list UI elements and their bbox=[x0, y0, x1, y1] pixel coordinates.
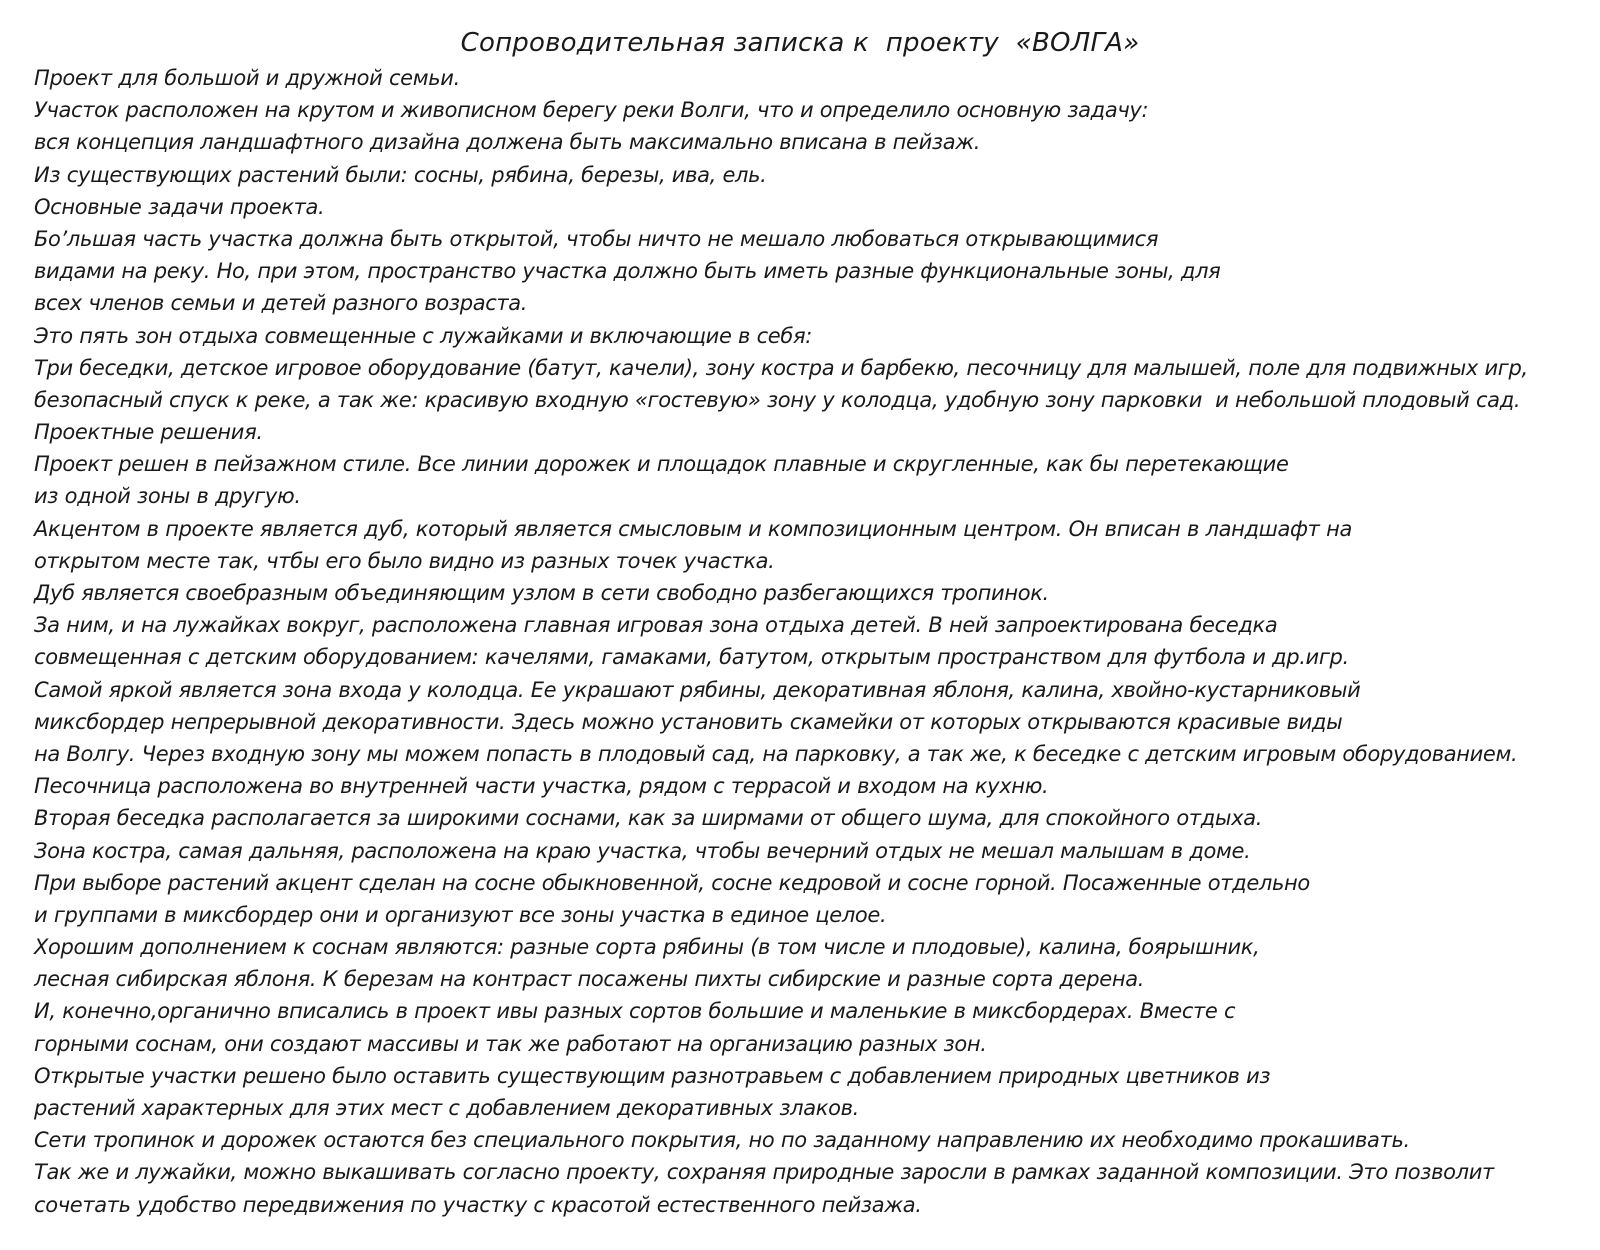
text-line: лесная сибирская яблоня. К березам на контраст посажены пихты сибирские и разные сорта дерена. bbox=[34, 967, 1145, 992]
text-line: Песочница расположена во внутренней части участка, рядом с террасой и входом на кухню. bbox=[34, 774, 1049, 799]
document-title: Сопроводительная записка к проекту «ВОЛГА» bbox=[460, 28, 1140, 58]
text-line: безопасный спуск к реке, а так же: красивую входную «гостевую» зону у колодца, удобную зону парковки и небольшой плодовый сад. bbox=[34, 387, 1521, 412]
text-line: И, конечно,органично вписались в проект ивы разных сортов большие и маленькие в миксбордерах. Вместе с bbox=[34, 999, 1236, 1024]
text-line: всех членов семьи и детей разного возраста. bbox=[34, 291, 528, 316]
text-line: горными соснам, они создают массивы и так же работают на организацию разных зон. bbox=[34, 1031, 987, 1056]
text-line: видами на реку. Но, при этом, пространство участка должно быть иметь разные функциональные зоны, для bbox=[34, 259, 1221, 284]
text-line: За ним, и на лужайках вокруг, расположена главная игровая зона отдыха детей. В ней запроектирована беседка bbox=[34, 613, 1278, 638]
text-line: Из существующих растений были: сосны, рябина, березы, ива, ель. bbox=[34, 162, 767, 187]
text-line: Проект для большой и дружной семьи. bbox=[34, 66, 460, 90]
text-line: Три беседки, детское игровое оборудование (батут, качели), зону костра и барбекю, песочницу для малышей, поле для подвижных игр, bbox=[34, 355, 1528, 380]
text-line: Бо’льшая часть участка должна быть открытой, чтобы ничто не мешало любоваться открывающимися bbox=[34, 226, 1159, 251]
text-line: Это пять зон отдыха совмещенные с лужайками и включающие в себя: bbox=[34, 323, 812, 348]
text-line: Основные задачи проекта. bbox=[34, 194, 325, 219]
text-line: открытом месте так, чтбы его было видно из разных точек участка. bbox=[34, 548, 775, 573]
text-line: вся концепция ландшафтного дизайна должена быть максимально вписана в пейзаж. bbox=[34, 130, 981, 155]
text-line: сочетать удобство передвижения по участку с красотой естественного пейзажа. bbox=[34, 1192, 922, 1217]
text-line: Проект решен в пейзажном стиле. Все линии дорожек и площадок плавные и скругленные, как бы перетекающие bbox=[34, 452, 1289, 477]
text-line: При выборе растений акцент сделан на сосне обыкновенной, сосне кедровой и сосне горной. Посаженные отдельно bbox=[34, 870, 1310, 895]
text-line: Акцентом в проекте является дуб, который является смысловым и композиционным центром. Он вписан в ландшафт на bbox=[34, 516, 1352, 541]
text-line: Вторая беседка располагается за широкими соснами, как за ширмами от общего шума, для спокойного отдыха. bbox=[34, 806, 1263, 831]
document-body bbox=[34, 62, 1594, 1221]
text-line: растений характерных для этих мест с добавлением декоративных злаков. bbox=[34, 1096, 859, 1120]
text-line: на Волгу. Через входную зону мы можем попасть в плодовый сад, на парковку, а так же, к беседке с детским игровым оборудованием. bbox=[34, 741, 1518, 766]
text-line: Открытые участки решено было оставить существующим разнотравьем с добавлением природных цветников из bbox=[34, 1063, 1271, 1088]
text-line: Хорошим дополнением к соснам являются: разные сорта рябины (в том числе и плодовые), калина, боярышник, bbox=[34, 935, 1260, 960]
text-line: миксбордер непрерывной декоративности. Здесь можно установить скамейки от которых открываются красивые виды bbox=[34, 709, 1343, 734]
text-line: Сети тропинок и дорожек остаются без специального покрытия, но по заданному направлению их необходимо прокашивать. bbox=[34, 1128, 1410, 1153]
text-line: Самой яркой является зона входа у колодца. Ее украшают рябины, декоративная яблоня, калина, хвойно-кустарниковый bbox=[34, 677, 1361, 702]
text-line: Проектные решения. bbox=[34, 420, 263, 445]
text-line: из одной зоны в другую. bbox=[34, 484, 301, 509]
text-line: Зона костра, самая дальняя, расположена на краю участка, чтобы вечерний отдых не мешал малышам в доме. bbox=[34, 838, 1251, 863]
text-line: совмещенная с детским оборудованием: качелями, гамаками, батутом, открытым пространством для футбола и др.игр. bbox=[34, 645, 1349, 670]
text-line: Так же и лужайки, можно выкашивать согласно проекту, сохраняя природные заросли в рамках заданной композиции. Это позволит bbox=[34, 1160, 1494, 1185]
text-line: и группами в миксбордер они и организуют все зоны участка в единое целое. bbox=[34, 902, 887, 927]
text-line: Дуб является своебразным объединяющим узлом в сети свободно разбегающихся тропинок. bbox=[34, 581, 1049, 605]
text-line: Участок расположен на крутом и живописном берегу реки Волги, что и определило основную задачу: bbox=[34, 98, 1149, 123]
